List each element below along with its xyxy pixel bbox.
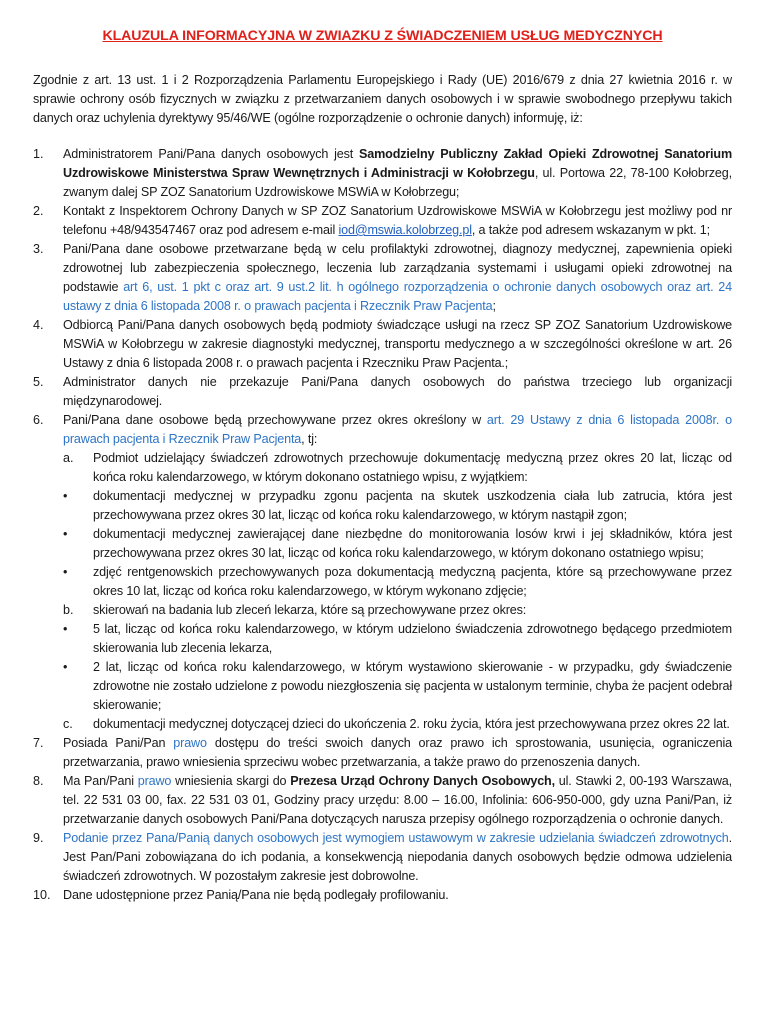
- item-body: [63, 411, 732, 734]
- bullet-icon: •: [63, 622, 68, 636]
- item-number: 5.: [33, 375, 44, 389]
- sub-item: [63, 563, 732, 601]
- sub-item-marker: b.: [63, 603, 74, 617]
- item-text: Ma Pan/Pani prawo wniesienia skargi do Prezesa Urząd Ochrony Danych Osobowych, ul. Stawki 2, 00-193 Warszawa, tel. 22 531 03 00, fax. 22 531 03 01, Godziny pracy urzędu: 8.00 – 16.00, Infolinia: 606-950-000, gdy uzna Pani/Pan, iż przetwarzanie danych osobowych Pani/Pana dotyczących narusza przepisy ogólnego rozporządzenia o ochronie danych.: [63, 774, 732, 826]
- document-title: KLAUZULA INFORMACYJNA W ZWIAZKU Z ŚWIADCZENIEM USŁUG MEDYCZNYCH: [102, 28, 663, 44]
- intro-paragraph: Zgodnie z art. 13 ust. 1 i 2 Rozporządzenia Parlamentu Europejskiego i Rady (UE) 2016/679 z dnia 27 kwietnia 2016 r. w sprawie ochrony osób fizycznych w związku z przetwarzaniem danych osobowych i w sprawie swobodnego przepływu takich danych oraz uchylenia dyrektywy 95/46/WE (ogólne rozporządzenie o ochronie danych) informuję, iż:: [33, 73, 732, 125]
- bullet-icon: •: [63, 489, 68, 503]
- item-text: Pani/Pana dane osobowe przetwarzane będą w celu profilaktyki zdrowotnej, diagnozy medycznej, zapewnienia opieki zdrowotnej lub zabezpieczenia społecznego, leczenia lub zarządzania systemami i usługami opieki zdrowotnej na podstawie art 6, ust. 1 pkt c oraz art. 9 ust.2 lit. h ogólnego rozporządzenia o ochronie danych osobowych oraz art. 24 ustawy z dnia 6 listopada 2008 r. o prawach pacjenta i Rzecznik Praw Pacjenta;: [63, 242, 732, 313]
- list-item-10: [33, 886, 732, 905]
- sub-item: [63, 487, 732, 525]
- list-item-8: [33, 772, 732, 829]
- legal-basis-reference: art 6, ust. 1 pkt c oraz art. 9 ust.2 lit. h ogólnego rozporządzenia o ochronie danych osobowych oraz art. 24 ustawy z dnia 6 listopada 2008 r. o prawach pacjenta i Rzecznik Praw Pacjenta: [63, 280, 732, 313]
- sub-item: [63, 601, 732, 620]
- item-number: 8.: [33, 774, 44, 788]
- list-item-5: [33, 373, 732, 411]
- list-item-1: [33, 145, 732, 202]
- sub-item: [63, 449, 732, 487]
- item-text: Dane udostępnione przez Panią/Pana nie będą podlegały profilowaniu.: [63, 888, 449, 902]
- list-item-7: [33, 734, 732, 772]
- item-number: 7.: [33, 736, 44, 750]
- item-number: 2.: [33, 204, 44, 218]
- item-text: Podanie przez Pana/Panią danych osobowych jest wymogiem ustawowym w zakresie udzielania świadczeń zdrowotnych. Jest Pan/Pani zobowiązana do ich podania, a konsekwencją niepodania danych osobowych będzie odmowa udzielenia świadczeń zdrowotnych. W pozostałym zakresie jest dobrowolne.: [63, 831, 732, 883]
- list-item-6: [33, 411, 732, 734]
- sub-item-marker: a.: [63, 451, 74, 465]
- item-number: 3.: [33, 242, 44, 256]
- statutory-requirement: Podanie przez Pana/Panią danych osobowych jest wymogiem ustawowym w zakresie udzielania świadczeń zdrowotnych: [63, 831, 729, 845]
- bullet-icon: •: [63, 660, 68, 674]
- right-keyword: prawo: [137, 774, 172, 788]
- sub-item: [63, 525, 732, 563]
- item-number: 6.: [33, 413, 44, 427]
- item-number: 1.: [33, 147, 44, 161]
- item-text: Kontakt z Inspektorem Ochrony Danych w SP ZOZ Sanatorium Uzdrowiskowe MSWiA w Kołobrzegu jest możliwy pod nr telefonu +48/943547467 oraz pod adresem e-mail iod@mswia.kolobrzeg.pl, a także pod adresem wskazanym w pkt. 1;: [63, 204, 732, 237]
- administrator-name: Samodzielny Publiczny Zakład Opieki Zdrowotnej Sanatorium Uzdrowiskowe Ministerstwa Spraw Wewnętrznych i Administracji w Kołobrzegu: [63, 147, 732, 180]
- retention-law-reference: art. 29 Ustawy z dnia 6 listopada 2008r. o prawach pacjenta i Rzecznik Praw Pacjenta: [63, 413, 732, 446]
- sub-item-text: dokumentacji medycznej w przypadku zgonu pacjenta na skutek uszkodzenia ciała lub zatrucia, która jest przechowywana przez okres 30 lat, licząc od końca roku kalendarzowego, w którym nastąpił zgon;: [93, 489, 732, 522]
- sub-item: [63, 715, 732, 734]
- item-number: 4.: [33, 318, 44, 332]
- list-item-4: [33, 316, 732, 373]
- item-text: Administrator danych nie przekazuje Pani/Pana danych osobowych do państwa trzeciego lub organizacji międzynarodowej.: [63, 375, 732, 408]
- sub-item-text: 5 lat, licząc od końca roku kalendarzowego, w którym udzielono świadczenia zdrowotnego będącego przedmiotem skierowania lub zlecenia lekarza,: [93, 622, 732, 655]
- sub-item-marker: c.: [63, 717, 73, 731]
- sub-item-text: dokumentacji medycznej zawierającej dane niezbędne do monitorowania losów krwi i jej składników, która jest przechowywana przez okres 30 lat, licząc od końca roku kalendarzowego, w którym dokonano ostatniego wpisu;: [93, 527, 732, 560]
- item-text: Pani/Pana dane osobowe będą przechowywane przez okres określony w art. 29 Ustawy z dnia 6 listopada 2008r. o prawach pacjenta i Rzecznik Praw Pacjenta, tj:: [63, 413, 732, 446]
- bullet-icon: •: [63, 527, 68, 541]
- item-text: Administratorem Pani/Pana danych osobowych jest Samodzielny Publiczny Zakład Opieki Zdrowotnej Sanatorium Uzdrowiskowe Ministerstwa Spraw Wewnętrznych i Administracji w Kołobrzegu, ul. Portowa 22, 78-100 Kołobrzeg, zwanym dalej SP ZOZ Sanatorium Uzdrowiskowe MSWiA w Kołobrzegu;: [63, 147, 732, 199]
- item-text: Odbiorcą Pani/Pana danych osobowych będą podmioty świadczące usługi na rzecz SP ZOZ Sanatorium Uzdrowiskowe MSWiA w Kołobrzegu w zakresie diagnostyki medycznej, transportu medycznego a w szczególności określone w art. 26 Ustawy z dnia 6 listopada 2008 r. o prawach pacjenta i Rzeczniku Praw Pacjenta.;: [63, 318, 732, 370]
- list-item-3: [33, 240, 732, 316]
- sub-item-text: skierowań na badania lub zleceń lekarza, które są przechowywane przez okres:: [93, 603, 527, 617]
- bullet-icon: •: [63, 565, 68, 579]
- sub-item-text: Podmiot udzielający świadczeń zdrowotnych przechowuje dokumentację medyczną przez okres 20 lat, licząc od końca roku kalendarzowego, w którym dokonano ostatniego wpisu, z wyjątkiem:: [93, 451, 732, 484]
- authority-name: Prezesa Urząd Ochrony Danych Osobowych,: [290, 774, 555, 788]
- item-text: Posiada Pani/Pan prawo dostępu do treści swoich danych oraz prawo ich sprostowania, usunięcia, ograniczenia przetwarzania, prawo wniesienia sprzeciwu wobec przetwarzania, a także prawo do przenoszenia danych.: [63, 736, 733, 769]
- sub-item: [63, 658, 732, 715]
- list-item-2: [33, 202, 732, 240]
- sub-item-text: 2 lat, licząc od końca roku kalendarzowego, w którym wystawiono skierowanie - w przypadku, gdy świadczenie zdrowotne nie zostało udzielone z powodu niezgłoszenia się pacjenta w ustalonym terminie, chyba że pacjent odebrał skierowanie;: [93, 660, 732, 712]
- item-number: 9.: [33, 831, 44, 845]
- right-keyword: prawo: [173, 736, 207, 750]
- sub-item-text: dokumentacji medycznej dotyczącej dzieci do ukończenia 2. roku życia, która jest przechowywana przez okres 22 lat.: [93, 717, 730, 731]
- item-number: 10.: [33, 888, 51, 902]
- email-link[interactable]: iod@mswia.kolobrzeg.pl: [338, 223, 472, 237]
- sub-item: [63, 620, 732, 658]
- list-item-9: [33, 829, 732, 886]
- sub-item-text: zdjęć rentgenowskich przechowywanych poza dokumentacją medyczną pacjenta, które są przechowywane przez okres 10 lat, licząc od końca roku kalendarzowego, w którym wykonano zdjęcie;: [93, 565, 732, 598]
